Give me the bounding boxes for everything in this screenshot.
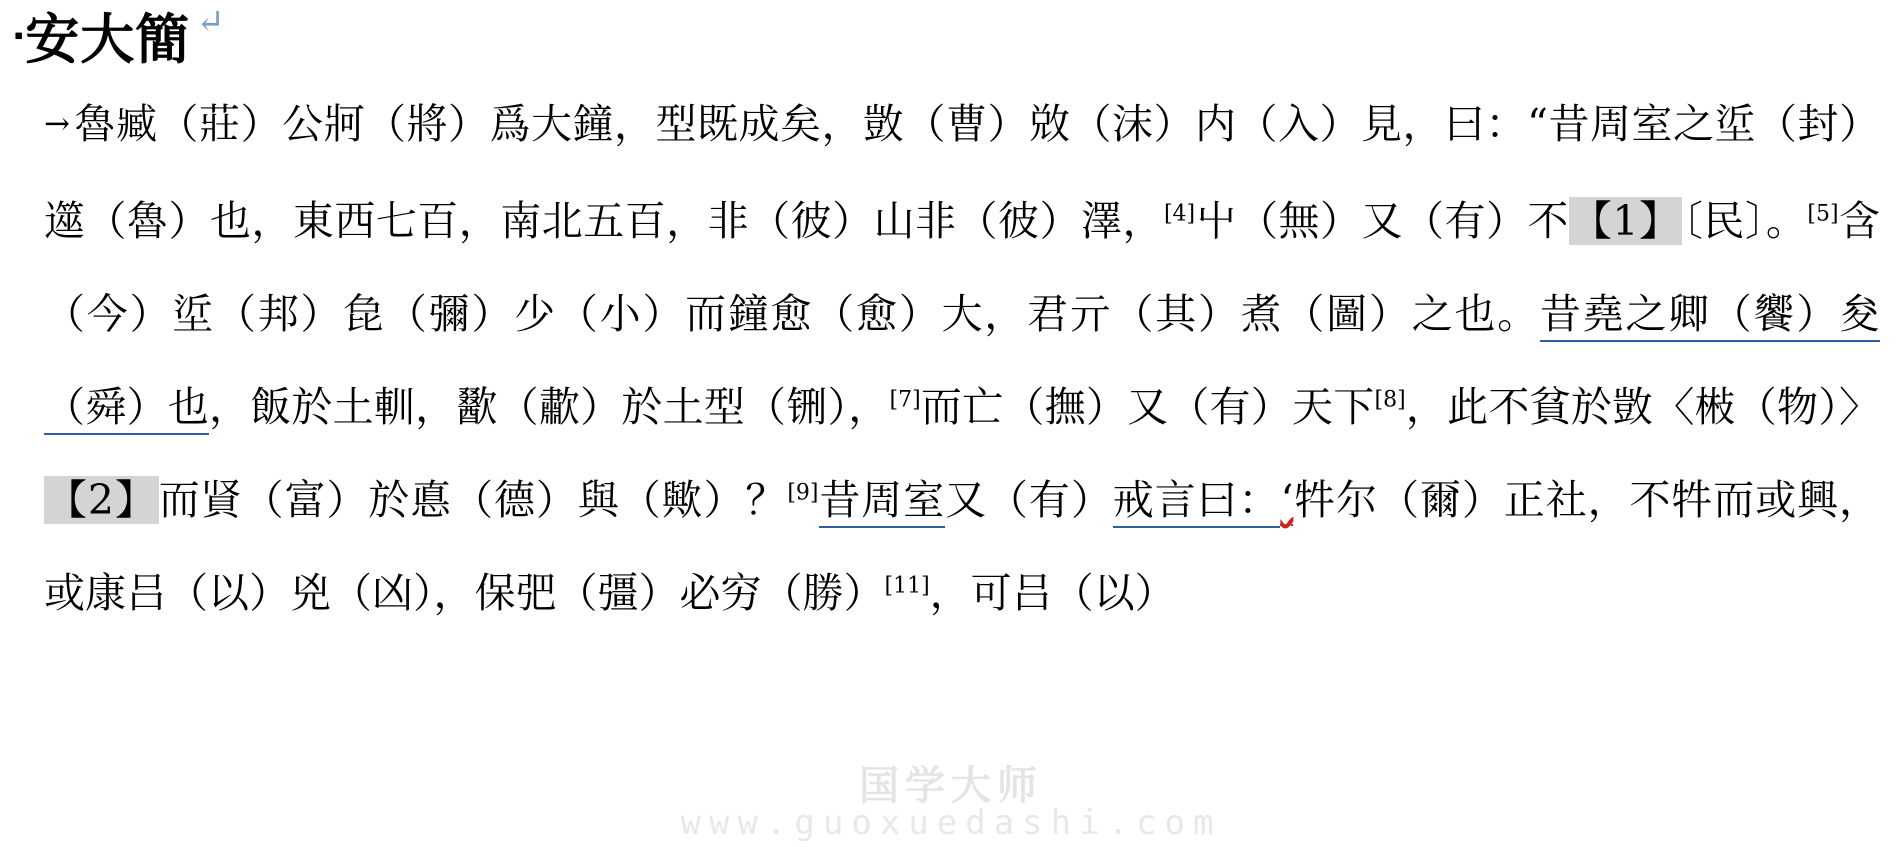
paragraph-run-6: 含（今）垽（邦）㲋（彌）少（小）而 (44, 197, 1881, 338)
paragraph-run-16: ，可吕（以） (929, 569, 1176, 617)
paragraph-run-7: 鐘愈（愈）大，君亓（其）煮（圖）之也。 (727, 290, 1540, 338)
paragraph-run-2: 曰：“昔周室之垽（封）遾（魯）也，東西七百，南北五百，非（彼）山非（彼） (44, 100, 1881, 245)
watermark-title: 国学大师 (859, 763, 1043, 809)
paragraph-run-9: 䡅，歠（歗）於土型（铏）， (373, 383, 890, 431)
heading-row (0, 0, 1902, 78)
tab-arrow-icon: → (44, 106, 70, 142)
paragraph-run-15: 正社，不牪而或興，或康吕（以）兇（凶），保弝（彊）必穷（勝） (44, 476, 1881, 617)
paragraph-run-12: 而䝨（富）於悳（德）與（歟）？ (158, 476, 788, 524)
body-block (0, 78, 1902, 640)
main-paragraph (44, 78, 1880, 640)
underlined-phrase-2: 昔周室 (819, 476, 946, 528)
bullet-icon: ▪ (14, 21, 24, 50)
paragraph-run-3: 澤， (1080, 197, 1164, 245)
paragraph-run-4: 屮（無）又（有）不 (1195, 197, 1569, 245)
watermark (0, 754, 1902, 843)
footnote-ref-7[interactable]: [7] (889, 387, 921, 413)
watermark-url: www.guoxuedashi.com (680, 803, 1222, 843)
paragraph-run-13: 又（有） (945, 476, 1113, 524)
underlined-phrase-1: 昔堯之卿（饗）夋（舜）也 (44, 290, 1880, 435)
footnote-ref-9[interactable]: [9] (787, 480, 819, 506)
highlight-marker-1: 【1】 (1570, 197, 1681, 245)
paragraph-run-5: 〔民〕。 (1682, 197, 1808, 245)
highlight-marker-2: 【2】 (46, 476, 157, 524)
page-title: 安大簡 (25, 7, 191, 71)
paragraph-run-1: 魯臧（莊）公牁（將）爲大鐘，型既成矣，敳（曹）敚（沫）内（入）見， (73, 100, 1445, 148)
footnote-ref-8[interactable]: [8] (1374, 387, 1406, 413)
footnote-ref-5[interactable]: [5] (1807, 201, 1839, 227)
footnote-ref-4[interactable]: [4] (1163, 201, 1196, 227)
paragraph-run-8: ，飯於土 (208, 383, 374, 431)
paragraph-run-10: 而亡（撫）又（有）天下 (920, 383, 1375, 431)
paragraph-run-14: 牪尔（爾） (1293, 476, 1504, 524)
spellcheck-mark: ‘ (1280, 476, 1294, 524)
footnote-ref-11[interactable]: [11] (884, 573, 930, 599)
paragraph-run-11: ，此不貧於敳〈㪔（物）〉 (1405, 383, 1881, 431)
underlined-phrase-3: 戒言曰： (1113, 476, 1281, 528)
paragraph-mark-icon: ↵ (196, 4, 225, 41)
